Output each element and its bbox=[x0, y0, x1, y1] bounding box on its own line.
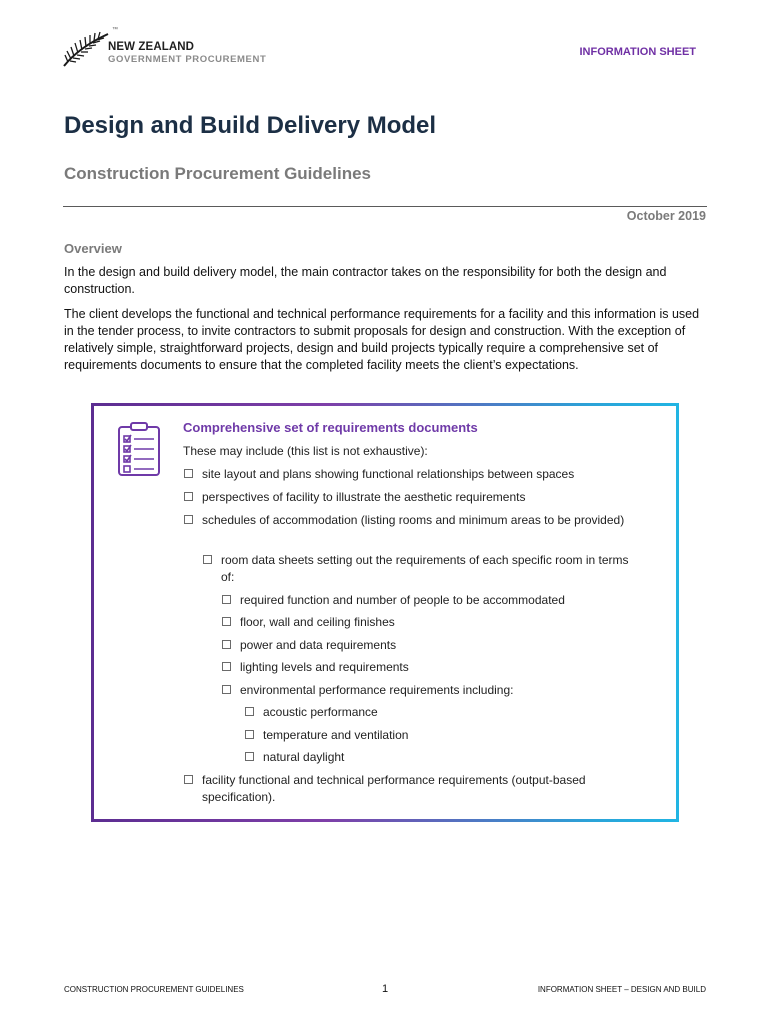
header-divider bbox=[63, 206, 707, 207]
checkbox-icon bbox=[203, 555, 212, 564]
logo-trademark: ™ bbox=[112, 27, 118, 33]
list-item: perspectives of facility to illustrate the aesthetic requirements bbox=[184, 489, 654, 506]
publication-date: October 2019 bbox=[626, 209, 706, 223]
checkbox-icon bbox=[184, 492, 193, 501]
list-item: site layout and plans showing functional relationships between spaces bbox=[184, 466, 654, 483]
page-subtitle: Construction Procurement Guidelines bbox=[64, 164, 371, 183]
list-item: schedules of accommodation (listing rooms and minimum areas to be provided) bbox=[184, 512, 634, 529]
footer-left: CONSTRUCTION PROCUREMENT GUIDELINES bbox=[64, 985, 244, 994]
list-item: room data sheets setting out the requirements of each specific room in terms of: bbox=[203, 552, 643, 586]
overview-heading: Overview bbox=[64, 241, 122, 256]
list-item: temperature and ventilation bbox=[245, 727, 645, 744]
checkbox-icon bbox=[184, 775, 193, 784]
list-item: acoustic performance bbox=[245, 704, 645, 721]
checkbox-icon bbox=[184, 515, 193, 524]
requirements-box-title: Comprehensive set of requirements documents bbox=[183, 420, 478, 435]
checkbox-icon bbox=[184, 469, 193, 478]
page-title: Design and Build Delivery Model bbox=[64, 112, 437, 139]
list-item: environmental performance requirements including: bbox=[222, 682, 652, 699]
page-number: 1 bbox=[382, 983, 389, 995]
checkbox-icon bbox=[222, 662, 231, 671]
checkbox-icon bbox=[222, 685, 231, 694]
checkbox-icon bbox=[245, 707, 254, 716]
document-type-label: INFORMATION SHEET bbox=[579, 46, 696, 58]
checklist-icon bbox=[117, 421, 161, 477]
list-item: power and data requirements bbox=[222, 637, 652, 654]
logo-text-government-procurement: GOVERNMENT PROCUREMENT bbox=[108, 54, 267, 65]
list-item: floor, wall and ceiling finishes bbox=[222, 614, 652, 631]
footer-right: INFORMATION SHEET – DESIGN AND BUILD bbox=[537, 985, 706, 994]
logo-text-new-zealand: NEW ZEALAND bbox=[108, 41, 195, 53]
list-item: facility functional and technical performance requirements (output-based specification). bbox=[184, 772, 644, 806]
checkbox-icon bbox=[222, 617, 231, 626]
fern-logo-icon bbox=[62, 30, 110, 68]
checkbox-icon bbox=[245, 730, 254, 739]
overview-paragraph-1: In the design and build delivery model, the main contractor takes on the responsibility for both the design and construction. bbox=[64, 265, 667, 296]
overview-paragraph-2: The client develops the functional and technical performance requirements for a facility and this information is used in the tender process, to invite contractors to submit proposals for design and construction. With the exception of relatively simple, straightforward projects, design and build projects typically require a comprehensive set of requirements documents to ensure that the completed facility meets the client’s expectations. bbox=[64, 307, 700, 372]
list-item: required function and number of people to be accommodated bbox=[222, 592, 652, 609]
checkbox-icon bbox=[245, 752, 254, 761]
list-item: lighting levels and requirements bbox=[222, 659, 652, 676]
checkbox-icon bbox=[222, 595, 231, 604]
list-item: natural daylight bbox=[245, 749, 645, 766]
checkbox-icon bbox=[222, 640, 231, 649]
requirements-intro: These may include (this list is not exhaustive): bbox=[183, 444, 428, 458]
